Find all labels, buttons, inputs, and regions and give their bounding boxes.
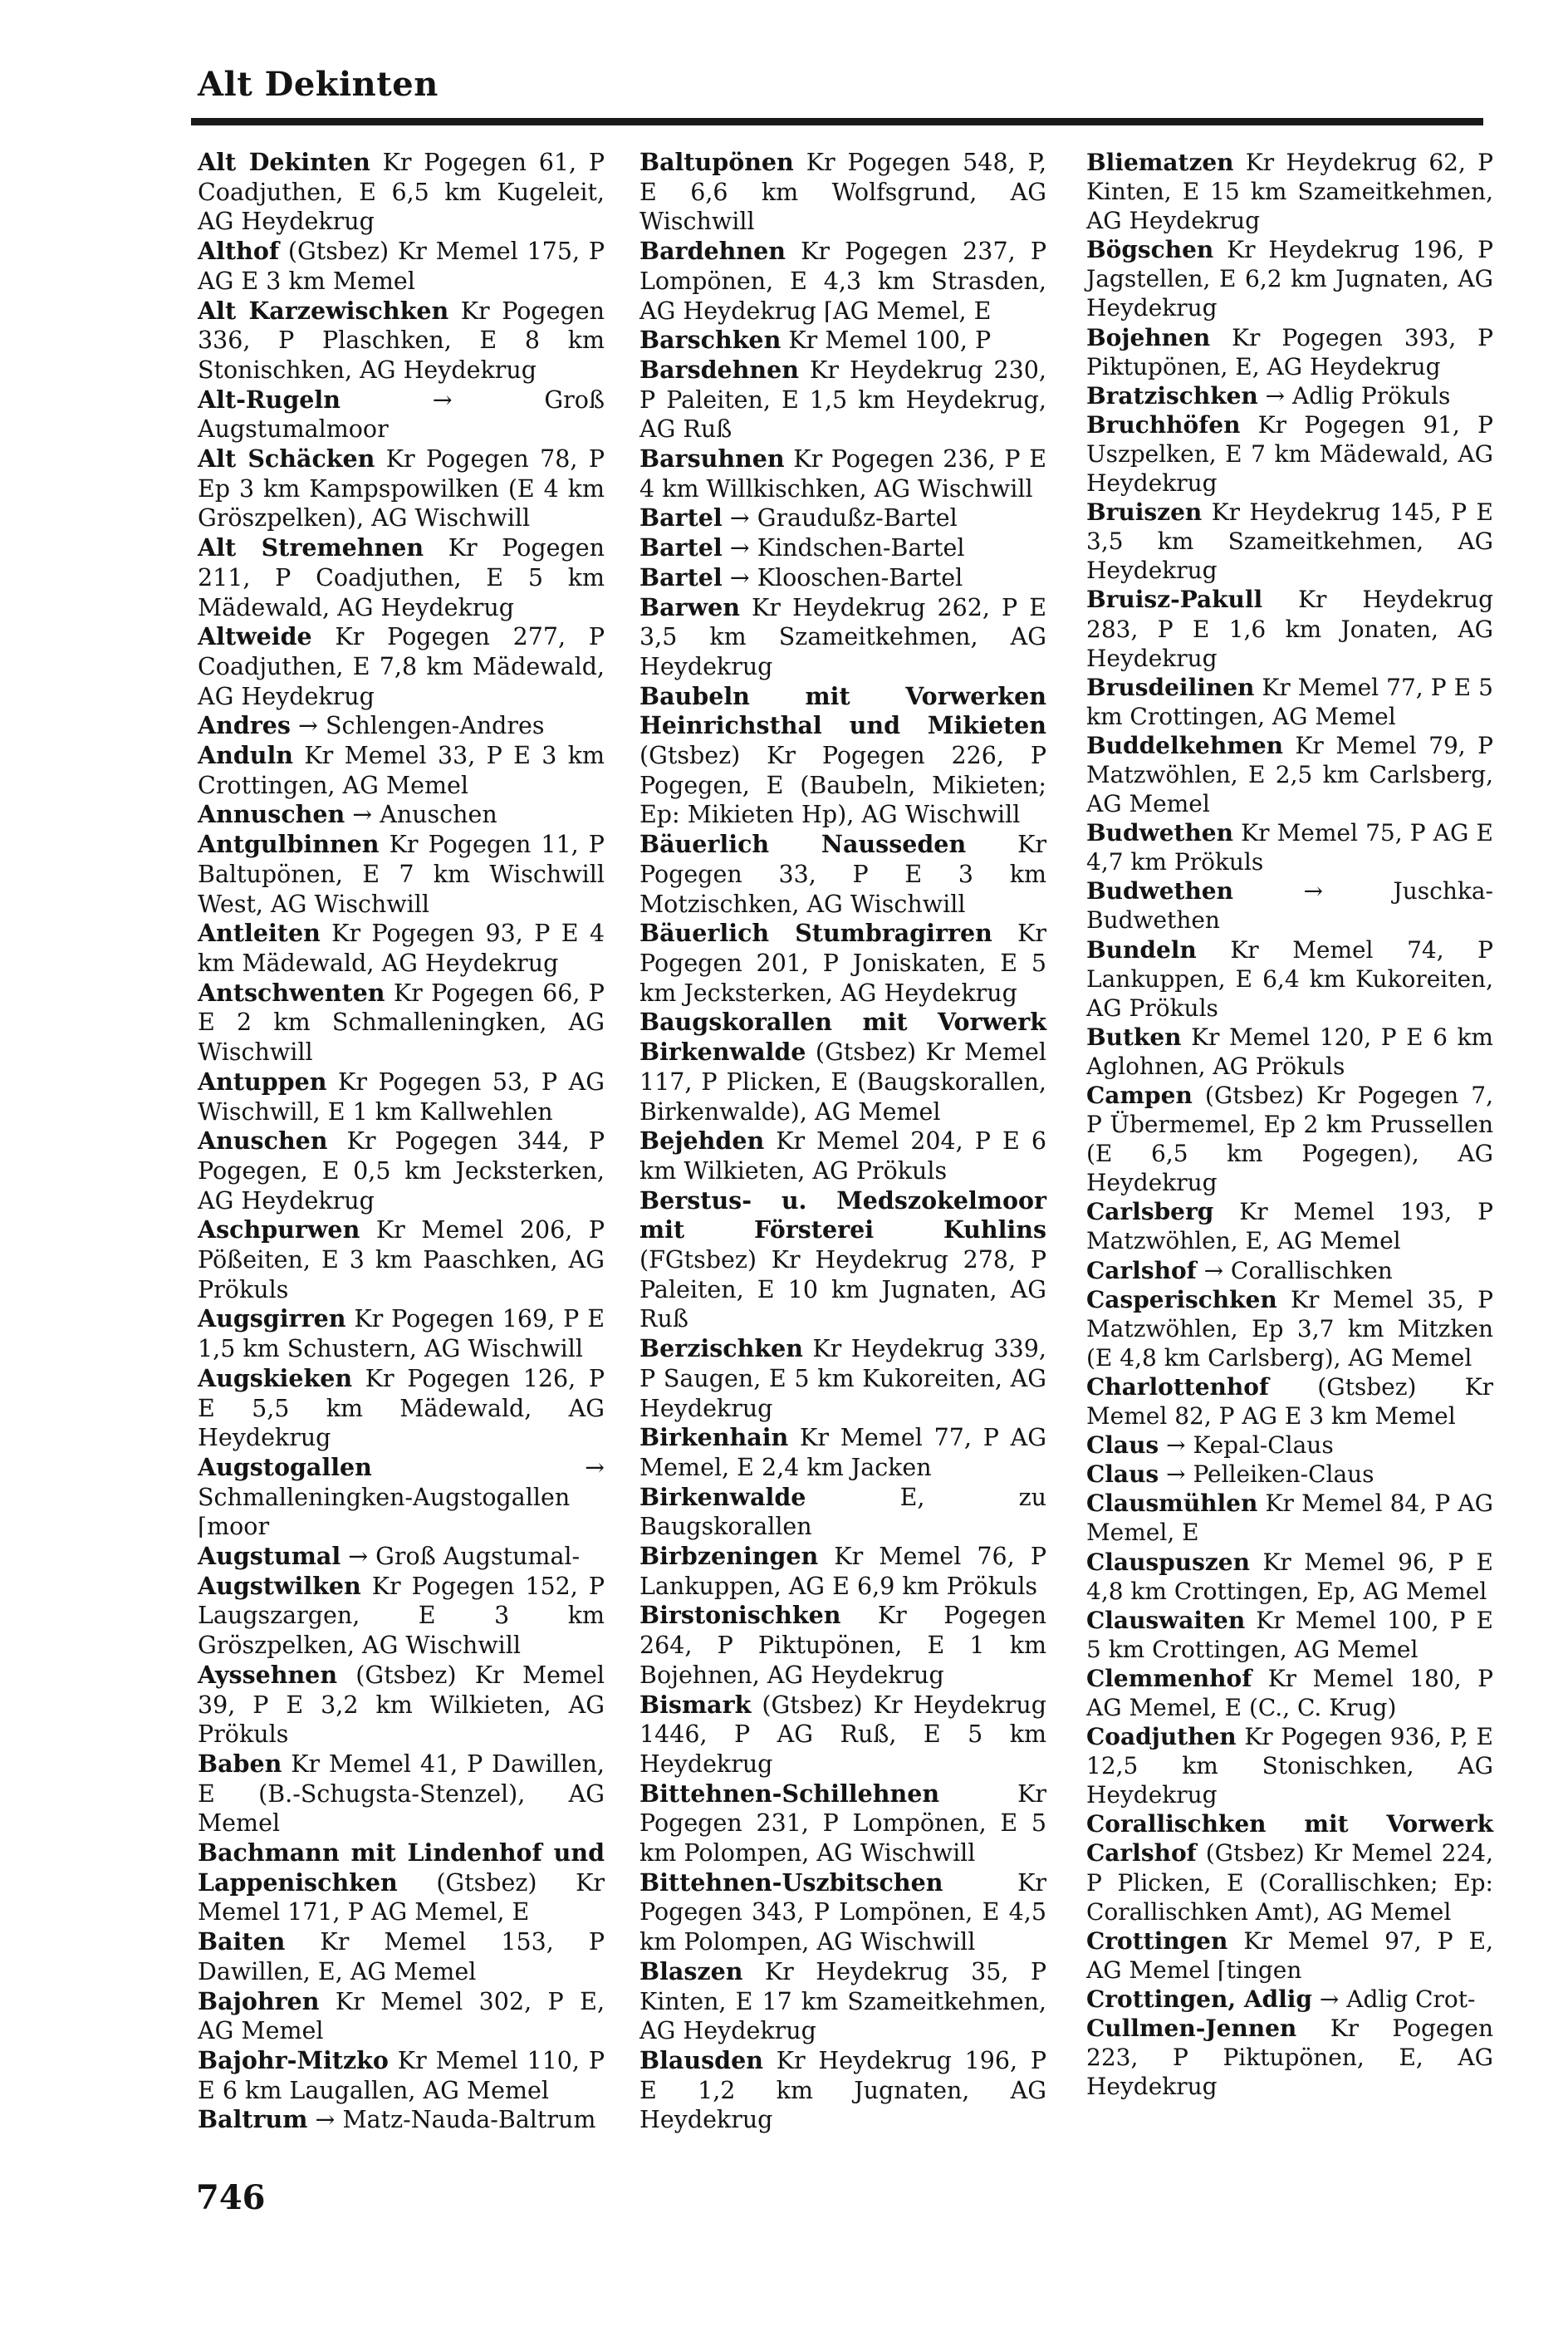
entry-details: Kr Heydekrug 196, P Jagstellen, E 6,2 km Jugnaten, AG Heydekrug (1086, 236, 1493, 322)
gazetteer-entry (198, 622, 605, 711)
entry-place-name: Bruisz-Pakull (1086, 586, 1263, 614)
entry-place-name: Barschken (639, 326, 782, 355)
entry-details: (Gtsbez) Kr Memel 224, P Plicken, E (Corallischken; Ep: Corallischken Amt), AG Memel (1086, 1839, 1493, 1926)
entry-details: Kr Pogegen 277, P Coadjuthen, E 7,8 km Mädewald, AG Heydekrug (198, 623, 605, 710)
gazetteer-entry (1086, 673, 1493, 731)
entry-place-name: Bachmann mit Lindenhof und Lappenischken (198, 1838, 605, 1897)
gazetteer-entry (1086, 1606, 1493, 1664)
gazetteer-entry (198, 1927, 605, 1986)
entry-place-name: Barsdehnen (639, 355, 799, 384)
gazetteer-entry (198, 297, 605, 385)
entry-place-name: Clemmenhof (1086, 1664, 1252, 1692)
entry-place-name: Anduln (198, 741, 294, 770)
entry-details: Kr Heydekrug 196, P E 1,2 km Jugnaten, AG Heydekrug (639, 2047, 1046, 2134)
gazetteer-entry (639, 1779, 1046, 1868)
gazetteer-entry (1086, 1023, 1493, 1081)
entry-details: (Gtsbez) Kr Memel 82, P AG E 3 km Memel (1086, 1372, 1493, 1431)
entry-place-name: Baiten (198, 1927, 286, 1956)
entry-details: → Kepal-Claus (1159, 1431, 1334, 1460)
entry-details: Kr Pogegen 336, P Plaschken, E 8 km Stonischken, AG Heydekrug (198, 297, 605, 384)
entry-place-name: Campen (1086, 1082, 1193, 1109)
entry-place-name: Bundeln (1086, 935, 1197, 964)
entry-details: Kr Memel 100, P (781, 326, 992, 355)
gazetteer-entry (198, 919, 605, 978)
entry-place-name: Bäuerlich Naussеden (639, 830, 967, 859)
gazetteer-entry (198, 148, 605, 237)
entry-details: Kr Memel 100, P E 5 km Crottingen, AG Memel (1086, 1606, 1493, 1663)
gazetteer-entry (639, 1126, 1046, 1185)
entry-details: Kr Memel 77, P AG Memel, E 2,4 km Jacken (639, 1424, 1046, 1481)
entry-details: Kr Heydekrug 283, P E 1,6 km Jonaten, AG Heydekrug (1086, 586, 1493, 672)
entry-details: Kr Pogegen 61, P Coadjuthen, E 6,5 km Kugeleit, AG Heydekrug (198, 149, 605, 236)
entry-details: Kr Pogegen 548, P, E 6,6 km Wolfsgrund, AG Wischwill (639, 149, 1046, 236)
gazetteer-entry (1086, 1372, 1493, 1431)
entry-place-name: Barwen (639, 592, 740, 621)
gazetteer-entry (198, 444, 605, 533)
gazetteer-entry (1086, 1722, 1493, 1809)
gazetteer-entry (1086, 323, 1493, 381)
entry-place-name: Birkenwalde (639, 1482, 806, 1511)
entry-details: (Gtsbez) Kr Heydekrug 1446, P AG Ruß, E 5 km Heydekrug (639, 1691, 1046, 1778)
entry-details: (Gtsbez) Kr Memel 39, P E 3,2 km Wilkieten, AG Prökuls (198, 1661, 605, 1749)
entry-details: Kr Memel 79, P Matzwöhlen, E 2,5 km Carlsberg, AG Memel (1086, 731, 1493, 818)
gazetteer-entry (198, 741, 605, 800)
gazetteer-entry (1086, 1197, 1493, 1255)
entry-place-name: Ayssehnen (198, 1660, 338, 1689)
entry-place-name: Casperischken (1086, 1285, 1277, 1313)
entry-place-name: Anuschen (198, 1126, 328, 1156)
entry-details: → Schmalleningken-Augstogallen ⌈moor (198, 1453, 605, 1541)
entry-place-name: Bajohr-Mitzko (198, 2046, 389, 2074)
entry-details: Kr Pogegen 936, P, E 12,5 km Stonischken, AG Heydekrug (1086, 1723, 1493, 1809)
entry-details: Kr Memel 33, P E 3 km Crottingen, AG Memel (198, 742, 605, 799)
entry-place-name: Alt Schäcken (198, 444, 375, 474)
gazetteer-entry (1086, 2014, 1493, 2101)
entry-details: Kr Pogegen 66, P E 2 km Schmalleningken, AG Wischwill (198, 979, 605, 1067)
entry-place-name: Alt Dekinten (198, 148, 370, 176)
entry-details: Kr Heydekrug 62, P Kinten, E 15 km Szameitkehmen, AG Heydekrug (1086, 149, 1493, 235)
entry-place-name: Bittehnen-Schillehnen (639, 1779, 940, 1808)
gazetteer-entry (198, 1750, 605, 1838)
entry-place-name: Altweide (198, 622, 312, 651)
entry-place-name: Birstonischken (639, 1601, 841, 1630)
gazetteer-entry (639, 593, 1046, 682)
gazetteer-entry (198, 1542, 605, 1572)
entry-place-name: Cullmen-Jennen (1086, 2015, 1297, 2042)
column-1 (198, 148, 605, 2135)
entry-place-name: Baubeln mit Vorwerken Heinrichsthal und Mikieten (639, 681, 1046, 740)
gazetteer-entry (198, 1215, 605, 1304)
entry-details: Kr Heydekrug 339, P Saugen, E 5 km Kukoreiten, AG Heydekrug (639, 1335, 1046, 1422)
gazetteer-entry (1086, 498, 1493, 585)
entry-details: Kr Pogegen 93, P E 4 km Mädewald, AG Heydekrug (198, 920, 605, 977)
gazetteer-entry (1086, 1431, 1493, 1460)
gazetteer-entry (198, 1661, 605, 1750)
entry-place-name: Carlsberg (1086, 1198, 1214, 1226)
entry-details: (Gtsbez) Kr Memel 171, P AG Memel, E (198, 1868, 605, 1926)
gazetteer-entry (1086, 818, 1493, 876)
entry-details: Kr Heydekrug 35, P Kinten, E 17 km Szameitkehmen, AG Heydekrug (639, 1957, 1046, 2045)
gazetteer-entry (1086, 731, 1493, 818)
entry-details: Kr Pogegen 231, P Lompönen, E 5 km Polompen, AG Wischwill (639, 1779, 1046, 1867)
entry-details: → Adlig Crot- (1311, 1985, 1476, 2013)
gazetteer-entry (639, 148, 1046, 237)
entry-details: Kr Pogegen 78, P Ep 3 km Kampspowilken (E 4 km Gröszpelken), AG Wischwill (198, 445, 605, 533)
entry-place-name: Antschwenten (198, 978, 385, 1007)
entry-place-name: Claus (1086, 1431, 1159, 1460)
gazetteer-entry (1086, 1664, 1493, 1722)
entry-place-name: Berzischken (639, 1334, 803, 1363)
gazetteer-entry (639, 533, 1046, 563)
entry-details: Kr Memel 74, P Lankuppen, E 6,4 km Kukoreiten, AG Prökuls (1086, 935, 1493, 1022)
entry-place-name: Claus (1086, 1460, 1159, 1489)
entry-place-name: Alt Stremehnen (198, 533, 424, 562)
entry-place-name: Bartel (639, 533, 723, 562)
entry-details: Kr Pogegen 344, P Pogegen, E 0,5 km Jecksterken, AG Heydekrug (198, 1127, 605, 1215)
entry-place-name: Birbzeningen (639, 1542, 819, 1571)
entry-place-name: Bliematzen (1086, 149, 1234, 176)
entry-details: Kr Pogegen 343, P Lompönen, E 4,5 km Polompen, AG Wischwill (639, 1868, 1046, 1956)
gazetteer-entry (1086, 1489, 1493, 1547)
entry-place-name: Bardehnen (639, 237, 786, 266)
entry-details: Kr Heydekrug 145, P E 3,5 km Szameitkehmen, AG Heydekrug (1086, 498, 1493, 585)
gazetteer-entry (639, 503, 1046, 533)
gazetteer-entry (639, 1423, 1046, 1482)
entry-place-name: Blaszen (639, 1956, 743, 1985)
gazetteer-entry (198, 533, 605, 622)
entry-details: Kr Pogegen 91, P Uszpelken, E 7 km Mädewald, AG Heydekrug (1086, 410, 1493, 498)
page-number: 746 (196, 2178, 266, 2217)
gazetteer-entry (198, 1572, 605, 1661)
entry-place-name: Bismark (639, 1690, 752, 1719)
gazetteer-entry (1086, 1926, 1493, 1985)
gazetteer-entry (639, 1483, 1046, 1542)
entry-details: Kr Pogegen 53, P AG Wischwill, E 1 km Kallwehlen (198, 1067, 605, 1126)
gazetteer-entry (1086, 148, 1493, 235)
entry-details: E, zu Baugskorallen (639, 1483, 1046, 1541)
entry-details: → Groß Augstumalmoor (198, 385, 605, 444)
entry-place-name: Bajohren (198, 1986, 320, 2015)
entry-place-name: Aschpurwen (198, 1215, 360, 1244)
entry-place-name: Barsuhnen (639, 444, 785, 474)
entry-details: → Groß Augstumal- (341, 1543, 581, 1571)
entry-place-name: Antgulbinnen (198, 830, 380, 859)
gazetteer-entry (198, 1838, 605, 1927)
entry-details: Kr Pogegen 201, P Joniskaten, E 5 km Jecksterken, AG Heydekrug (639, 920, 1046, 1007)
gazetteer-entry (639, 444, 1046, 503)
gazetteer-entry (198, 385, 605, 444)
entry-details: Kr Memel 35, P Matzwöhlen, Ep 3,7 km Mitzken (E 4,8 km Carlsberg), AG Memel (1086, 1285, 1493, 1372)
entry-details: Kr Memel 206, P Pößeiten, E 3 km Paaschken, AG Prökuls (198, 1216, 605, 1303)
gazetteer-entry (639, 563, 1046, 593)
gazetteer-entry (639, 1186, 1046, 1335)
entry-details: Kr Memel 76, P Lankuppen, AG E 6,9 km Prökuls (639, 1543, 1046, 1600)
entry-place-name: Bögschen (1086, 236, 1214, 264)
entry-details: (FGtsbez) Kr Heydekrug 278, P Paleiten, E 10 km Jugnaten, AG Ruß (639, 1246, 1046, 1333)
page-header: Alt Dekinten (198, 65, 439, 104)
gazetteer-entry (639, 830, 1046, 919)
gazetteer-entry (639, 1542, 1046, 1601)
entry-details: → Matz-Nauda-Baltrum (307, 2106, 596, 2134)
entry-details: (Gtsbez) Kr Memel 175, P AG E 3 km Memel (198, 238, 605, 295)
entry-place-name: Buddelkehmen (1086, 731, 1284, 759)
entry-place-name: Carlshof (1086, 1256, 1197, 1284)
entry-place-name: Baltrum (198, 2105, 308, 2134)
entry-details: Kr Memel 96, P E 4,8 km Crottingen, Ep, AG Memel (1086, 1548, 1493, 1605)
gazetteer-entry (639, 237, 1046, 326)
gazetteer-entry (639, 356, 1046, 444)
gazetteer-entry (198, 1987, 605, 2046)
entry-details: Kr Pogegen 152, P Laugszargen, E 3 km Gröszpelken, AG Wischwill (198, 1572, 605, 1660)
gazetteer-entry (1086, 1985, 1493, 2014)
entry-place-name: Coadjuthen (1086, 1723, 1237, 1751)
entry-details: Kr Pogegen 237, P Lompönen, E 4,3 km Strasden, AG Heydekrug ⌈AG Memel, E (639, 238, 1046, 325)
entry-place-name: Corallischken mit Vorwerk Carlshof (1086, 1810, 1493, 1867)
gazetteer-entry (639, 2046, 1046, 2135)
entry-place-name: Budwethen (1086, 819, 1233, 847)
entry-place-name: Alt Karzewischken (198, 296, 449, 325)
gazetteer-entry (1086, 1285, 1493, 1372)
gazetteer-entry (639, 1691, 1046, 1779)
gazetteer-entry (198, 1364, 605, 1453)
entry-place-name: Augskieken (198, 1363, 353, 1392)
entry-place-name: Bäuerlich Stumbragirren (639, 919, 992, 948)
entry-place-name: Bejehden (639, 1126, 765, 1156)
entry-place-name: Augsgirren (198, 1304, 346, 1333)
entry-place-name: Blausden (639, 2046, 763, 2074)
gazetteer-entry (1086, 410, 1493, 498)
entry-place-name: Crottingen (1086, 1926, 1228, 1955)
entry-details: Kr Pogegen 169, P E 1,5 km Schustern, AG Wischwill (198, 1305, 605, 1363)
entry-details: Kr Memel 75, P AG E 4,7 km Prökuls (1086, 819, 1493, 876)
entry-details: → Graudußz-Bartel (722, 504, 958, 533)
entry-details: Kr Memel 77, P E 5 km Crottingen, AG Memel (1086, 673, 1493, 730)
entry-details: Kr Memel 120, P E 6 km Aglohnen, AG Prökuls (1086, 1023, 1493, 1080)
entry-place-name: Berstus- u. Medszokelmoor mit Försterei Kuhlins (639, 1185, 1046, 1244)
entry-details: Kr Memel 153, P Dawillen, E, AG Memel (198, 1928, 605, 1985)
entry-place-name: Antleiten (198, 919, 321, 948)
gazetteer-entry (198, 800, 605, 830)
gazetteer-entry (1086, 381, 1493, 410)
column-2 (639, 148, 1046, 2135)
entry-place-name: Baben (198, 1749, 282, 1778)
entry-details: Kr Pogegen 236, P E 4 km Willkischken, AG Wischwill (639, 445, 1046, 503)
gazetteer-entry (198, 2046, 605, 2105)
entry-place-name: Andres (198, 711, 291, 740)
entry-details: → Kindschen-Bartel (722, 534, 965, 562)
gazetteer-entry (198, 711, 605, 741)
entry-details: → Adlig Prökuls (1257, 381, 1451, 410)
entry-details: Kr Heydekrug 230, P Paleiten, E 1,5 km Heydekrug, AG Ruß (639, 356, 1046, 444)
entry-place-name: Charlottenhof (1086, 1372, 1269, 1401)
entry-details: Kr Pogegen 393, P Piktupönen, E, AG Heydekrug (1086, 323, 1493, 380)
entry-details: → Corallischken (1196, 1256, 1393, 1284)
entry-details: (Gtsbez) Kr Pogegen 7, P Übermemel, Ep 2 km Prussellen (E 6,5 km Pogegen), AG Heydekrug (1086, 1082, 1493, 1197)
entry-place-name: Clauswaiten (1086, 1606, 1246, 1634)
gazetteer-entry (198, 830, 605, 919)
gazetteer-entry (639, 1008, 1046, 1126)
gazetteer-entry (1086, 1809, 1493, 1926)
gazetteer-entry (1086, 235, 1493, 322)
entry-details: Kr Memel 110, P E 6 km Laugallen, AG Memel (198, 2047, 605, 2104)
entry-place-name: Antuppen (198, 1067, 327, 1096)
entry-details: Kr Heydekrug 262, P E 3,5 km Szameitkehmen, AG Heydekrug (639, 593, 1046, 680)
gazetteer-entry (639, 1957, 1046, 2046)
entry-details: → Juschka-Budwethen (1086, 877, 1493, 935)
gazetteer-entry (198, 2105, 605, 2135)
entry-place-name: Baugskorallen mit Vorwerk Birkenwalde (639, 1008, 1046, 1067)
gazetteer-entry (1086, 1460, 1493, 1489)
entry-details: Kr Pogegen 223, P Piktupönen, E, AG Heydekrug (1086, 2015, 1493, 2101)
entry-place-name: Brusdeilinen (1086, 673, 1255, 701)
gazetteer-entry (198, 1067, 605, 1126)
entry-details: → Pelleiken-Claus (1159, 1460, 1374, 1489)
entry-details: Kr Memel 302, P E, AG Memel (198, 1987, 605, 2045)
entry-details: Kr Pogegen 11, P Baltupönen, E 7 km Wischwill West, AG Wischwill (198, 831, 605, 918)
entry-place-name: Crottingen, Adlig (1086, 1985, 1312, 2013)
gazetteer-entry (1086, 585, 1493, 672)
entry-place-name: Bittehnen-Uszbitschen (639, 1867, 943, 1897)
entry-details: Kr Memel 41, P Dawillen, E (B.-Schugsta-Stenzel), AG Memel (198, 1750, 605, 1838)
entry-place-name: Budwethen (1086, 877, 1233, 906)
gazetteer-entry (198, 237, 605, 296)
entry-details: → Klooschen-Bartel (722, 563, 963, 591)
column-3 (1086, 148, 1493, 2101)
entry-details: Kr Pogegen 126, P E 5,5 km Mädewald, AG Heydekrug (198, 1364, 605, 1452)
entry-details: Kr Memel 84, P AG Memel, E (1086, 1490, 1493, 1547)
gazetteer-entry (1086, 935, 1493, 1023)
header-rule (191, 118, 1483, 125)
gazetteer-entry (198, 979, 605, 1067)
gazetteer-entry (198, 1126, 605, 1215)
gazetteer-entry (639, 326, 1046, 356)
entry-place-name: Bruiszen (1086, 498, 1203, 527)
entry-place-name: Clausmühlen (1086, 1490, 1258, 1518)
gazetteer-entry (198, 1453, 605, 1542)
entry-details: (Gtsbez) Kr Memel 117, P Plicken, E (Baugskorallen, Birkenwalde), AG Memel (639, 1038, 1046, 1126)
entry-details: Kr Pogegen 33, P E 3 km Motzischken, AG Wischwill (639, 831, 1046, 918)
gazetteer-entry (639, 1601, 1046, 1690)
entry-place-name: Bojehnen (1086, 323, 1211, 351)
entry-place-name: Augstogallen (198, 1452, 372, 1481)
entry-details: → Schlengen-Andres (290, 712, 545, 740)
entry-place-name: Bruchhöfen (1086, 410, 1241, 439)
gazetteer-entry (639, 1334, 1046, 1423)
entry-place-name: Bratzischken (1086, 381, 1258, 410)
entry-place-name: Bartel (639, 503, 723, 533)
entry-details: (Gtsbez) Kr Pogegen 226, P Pogegen, E (Baubeln, Mikieten; Ep: Mikieten Hp), AG Wischwill (639, 742, 1046, 829)
entry-place-name: Clauspuszen (1086, 1548, 1250, 1576)
entry-place-name: Augstumal (198, 1542, 341, 1571)
gazetteer-entry (198, 1304, 605, 1363)
entry-place-name: Birkenhain (639, 1423, 789, 1452)
entry-details: Kr Memel 204, P E 6 km Wilkieten, AG Prökuls (639, 1127, 1046, 1185)
entry-place-name: Annuschen (198, 800, 345, 829)
gazetteer-entry (639, 919, 1046, 1008)
entry-place-name: Bartel (639, 562, 723, 591)
entry-details: Kr Pogegen 264, P Piktupönen, E 1 km Bojehnen, AG Heydekrug (639, 1602, 1046, 1689)
entry-place-name: Alt-Rugeln (198, 385, 341, 414)
entry-place-name: Baltupönen (639, 148, 794, 176)
gazetteer-entry (1086, 876, 1493, 935)
entry-details: Kr Memel 180, P AG Memel, E (C., C. Krug) (1086, 1664, 1493, 1721)
entry-details: Kr Memel 193, P Matzwöhlen, E, AG Memel (1086, 1198, 1493, 1255)
gazetteer-entry (639, 682, 1046, 831)
gazetteer-entry (1086, 1081, 1493, 1197)
gazetteer-entry (639, 1868, 1046, 1957)
gazetteer-entry (1086, 1256, 1493, 1285)
entry-place-name: Butken (1086, 1023, 1182, 1051)
entry-place-name: Althof (198, 237, 280, 266)
entry-details: Kr Memel 97, P E, AG Memel ⌈tingen (1086, 1926, 1493, 1984)
entry-details: Kr Pogegen 211, P Coadjuthen, E 5 km Mädewald, AG Heydekrug (198, 534, 605, 621)
entry-place-name: Augstwilken (198, 1571, 361, 1600)
entry-details: → Anuschen (345, 801, 497, 829)
gazetteer-entry (1086, 1548, 1493, 1606)
